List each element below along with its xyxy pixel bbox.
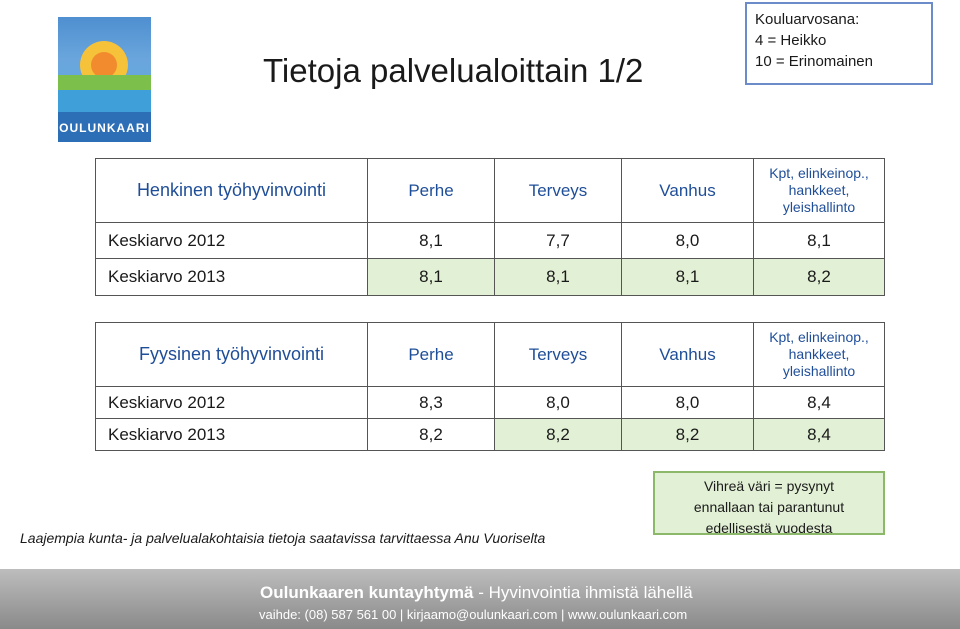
table-cell: 8,0 — [495, 387, 622, 419]
legend-line: edellisestä vuodesta — [705, 520, 833, 536]
column-header-line: yleishallinto — [782, 363, 856, 379]
table-row — [96, 419, 885, 451]
column-header-line: hankkeet, — [788, 346, 850, 362]
legend-line: ennallaan tai parantunut — [693, 499, 845, 515]
mental-wellbeing-table — [95, 158, 885, 296]
table-title: Fyysinen työhyvinvointi — [96, 323, 368, 387]
table-cell: 8,0 — [622, 223, 754, 259]
table-cell: 8,4 — [754, 387, 885, 419]
column-header: Terveys — [495, 159, 622, 223]
table-cell: 8,2 — [754, 259, 885, 296]
table-cell: 8,1 — [622, 259, 754, 296]
table-cell: 8,1 — [495, 259, 622, 296]
table-cell: 8,3 — [368, 387, 495, 419]
table-cell: 8,1 — [754, 223, 885, 259]
table-cell: 8,2 — [622, 419, 754, 451]
footer — [0, 569, 960, 629]
column-header-line: yleishallinto — [782, 199, 856, 215]
column-header: Vanhus — [622, 159, 754, 223]
column-header-line: Kpt, elinkeinop., — [769, 329, 869, 345]
table-title: Henkinen työhyvinvointi — [96, 159, 368, 223]
grade-scale-low: 4 = Heikko — [755, 32, 827, 49]
grade-scale-box — [745, 2, 933, 85]
table-cell: 8,2 — [495, 419, 622, 451]
footer-contact: vaihde: (08) 587 561 00 | kirjaamo@oulunkaari.com | www.oulunkaari.com — [259, 607, 688, 622]
column-header-line: hankkeet, — [788, 182, 850, 198]
row-label: Keskiarvo 2012 — [96, 223, 368, 259]
table-cell: 8,4 — [754, 419, 885, 451]
table-row — [96, 259, 885, 296]
legend-box — [653, 471, 885, 535]
footer-title — [260, 583, 693, 603]
table-cell: 8,2 — [368, 419, 495, 451]
legend-line: Vihreä väri = pysynyt — [703, 478, 835, 494]
grade-scale-title: Kouluarvosana: — [755, 11, 860, 28]
logo-text: OULUNKAARI — [59, 121, 150, 135]
table-cell: 8,1 — [368, 259, 495, 296]
column-header: Vanhus — [622, 323, 754, 387]
table-row — [96, 223, 885, 259]
footnote: Laajempia kunta- ja palvelualakohtaisia tietoja saatavissa tarvittaessa Anu Vuoriselta — [20, 530, 546, 546]
table-cell: 8,0 — [622, 387, 754, 419]
row-label: Keskiarvo 2013 — [96, 259, 368, 296]
table-row — [96, 387, 885, 419]
row-label: Keskiarvo 2013 — [96, 419, 368, 451]
column-header: Perhe — [368, 159, 495, 223]
footer-tagline: - Hyvinvointia ihmistä lähellä — [478, 583, 693, 602]
table-cell: 7,7 — [495, 223, 622, 259]
column-header — [754, 159, 885, 223]
table-cell: 8,1 — [368, 223, 495, 259]
grade-scale-high: 10 = Erinomainen — [755, 53, 873, 70]
footer-org: Oulunkaaren kuntayhtymä — [260, 583, 474, 602]
column-header: Terveys — [495, 323, 622, 387]
row-label: Keskiarvo 2012 — [96, 387, 368, 419]
page-title: Tietoja palvelualoittain 1/2 — [263, 52, 644, 89]
column-header: Perhe — [368, 323, 495, 387]
logo-emblem — [58, 17, 151, 112]
oulunkaari-logo — [58, 17, 151, 142]
column-header-line: Kpt, elinkeinop., — [769, 165, 869, 181]
physical-wellbeing-table — [95, 322, 885, 451]
column-header — [754, 323, 885, 387]
